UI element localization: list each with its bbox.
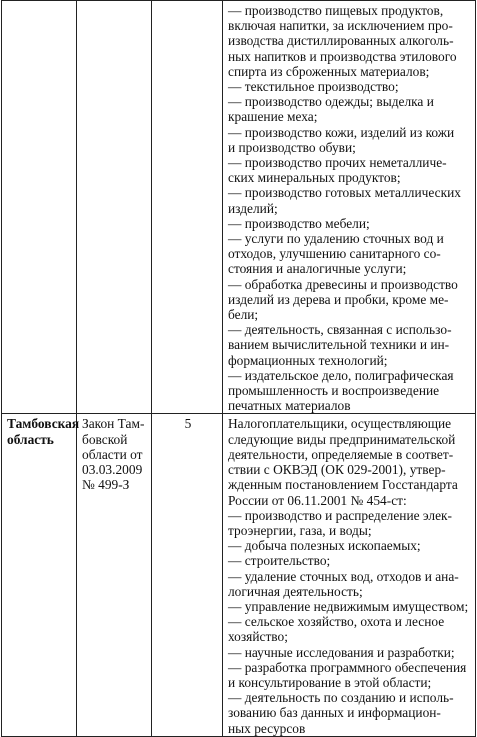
- activity-line: жденным постановлением Госстандарта: [228, 477, 458, 493]
- activity-line: — деятельность, связанная с использо-: [228, 322, 452, 338]
- region-cell: [2, 1, 77, 414]
- rate-cell: [152, 1, 223, 414]
- activity-line: изделий из дерева и пробки, кроме ме-: [228, 291, 449, 307]
- activity-line: и консультирование в этой области;: [228, 674, 432, 690]
- activity-line: России от 06.11.2001 № 454-ст:: [228, 492, 407, 508]
- activity-line: хозяйство;: [228, 629, 288, 645]
- law-line: области от: [82, 446, 143, 462]
- activity-line: включая напитки, за исключением про-: [228, 18, 453, 34]
- activity-line: спирта из сброженных материалов;: [228, 63, 430, 79]
- activity-line: бели;: [228, 307, 259, 323]
- activity-line: — сельское хозяйство, охота и лесное: [228, 614, 445, 630]
- activity-line: — разработка программного обеспечения: [228, 659, 467, 675]
- activity-line: ных ресурсов: [228, 720, 306, 736]
- activity-line: — управление недвижимым имуществом;: [228, 598, 469, 614]
- activity-line: Налогоплательщики, осуществляющие: [228, 416, 452, 432]
- law-cell: [77, 414, 152, 736]
- activity-line: — строительство;: [228, 553, 331, 569]
- activity-line: — производство мебели;: [228, 215, 370, 231]
- activity-cell: [223, 1, 476, 414]
- activity-line: изделий;: [228, 200, 278, 216]
- region-name: область: [7, 431, 54, 447]
- law-line: Закон Там-: [82, 416, 145, 432]
- law-cell: [77, 1, 152, 414]
- table-row: [2, 414, 476, 736]
- activity-line: — деятельность по созданию и исполь-: [228, 690, 454, 706]
- tax-rate-table: [1, 0, 476, 737]
- activity-line: ванием вычислительной техники и ин-: [228, 337, 450, 353]
- activity-line: промышленность и воспроизведение: [228, 383, 440, 399]
- activity-line: формационных технологий;: [228, 352, 388, 368]
- activity-line: — текстильное производство;: [228, 79, 399, 95]
- activity-line: — удаление сточных вод, отходов и ана-: [228, 568, 459, 584]
- activity-line: троэнергии, газа, и воды;: [228, 522, 372, 538]
- activity-line: — производство пищевых продуктов,: [228, 3, 444, 18]
- activity-line: деятельности, определяемые в соответ-: [228, 446, 454, 462]
- activity-line: — научные исследования и разработки;: [228, 644, 455, 660]
- activity-line: — производство готовых металлических: [228, 185, 461, 201]
- law-line: № 499-З: [82, 477, 130, 493]
- law-line: бовской: [82, 431, 128, 447]
- activity-line: — обработка древесины и производство: [228, 276, 458, 292]
- activity-line: — производство и распределение элек-: [228, 507, 452, 523]
- region-cell: [2, 414, 80, 736]
- activity-line: ных напитков и производства этилового: [228, 48, 457, 64]
- activity-line: зованию баз данных и информацион-: [228, 705, 441, 721]
- activity-line: — издательское дело, полиграфическая: [228, 367, 454, 383]
- activity-line: и производство обуви;: [228, 139, 356, 155]
- activity-line: следующие виды предпринимательской: [228, 431, 456, 447]
- activity-line: — услуги по удалению сточных вод и: [228, 231, 444, 247]
- activity-line: печатных материалов: [228, 398, 351, 414]
- activity-line: логичная деятельность;: [228, 583, 363, 599]
- activity-line: изводства дистиллированных алкоголь-: [228, 33, 454, 49]
- region-name: Тамбовская: [7, 416, 80, 432]
- activity-cell: [223, 414, 476, 736]
- activity-line: стояния и аналогичные услуги;: [228, 261, 407, 277]
- activity-line: — производство прочих неметалличе-: [228, 155, 447, 171]
- table-row: [2, 1, 476, 414]
- rate-cell: 5: [152, 414, 223, 736]
- activity-line: — добыча полезных ископаемых;: [228, 538, 421, 554]
- activity-line: ских минеральных продуктов;: [228, 170, 401, 186]
- activity-line: крашение меха;: [228, 109, 318, 125]
- activity-line: — производство одежды; выделка и: [228, 94, 434, 110]
- activity-line: отходов, улучшению санитарного со-: [228, 246, 441, 262]
- activity-line: ствии с ОКВЭД (ОК 029-2001), утвер-: [228, 462, 446, 478]
- activity-line: — производство кожи, изделий из кожи: [228, 124, 455, 140]
- law-line: 03.03.2009: [82, 462, 143, 478]
